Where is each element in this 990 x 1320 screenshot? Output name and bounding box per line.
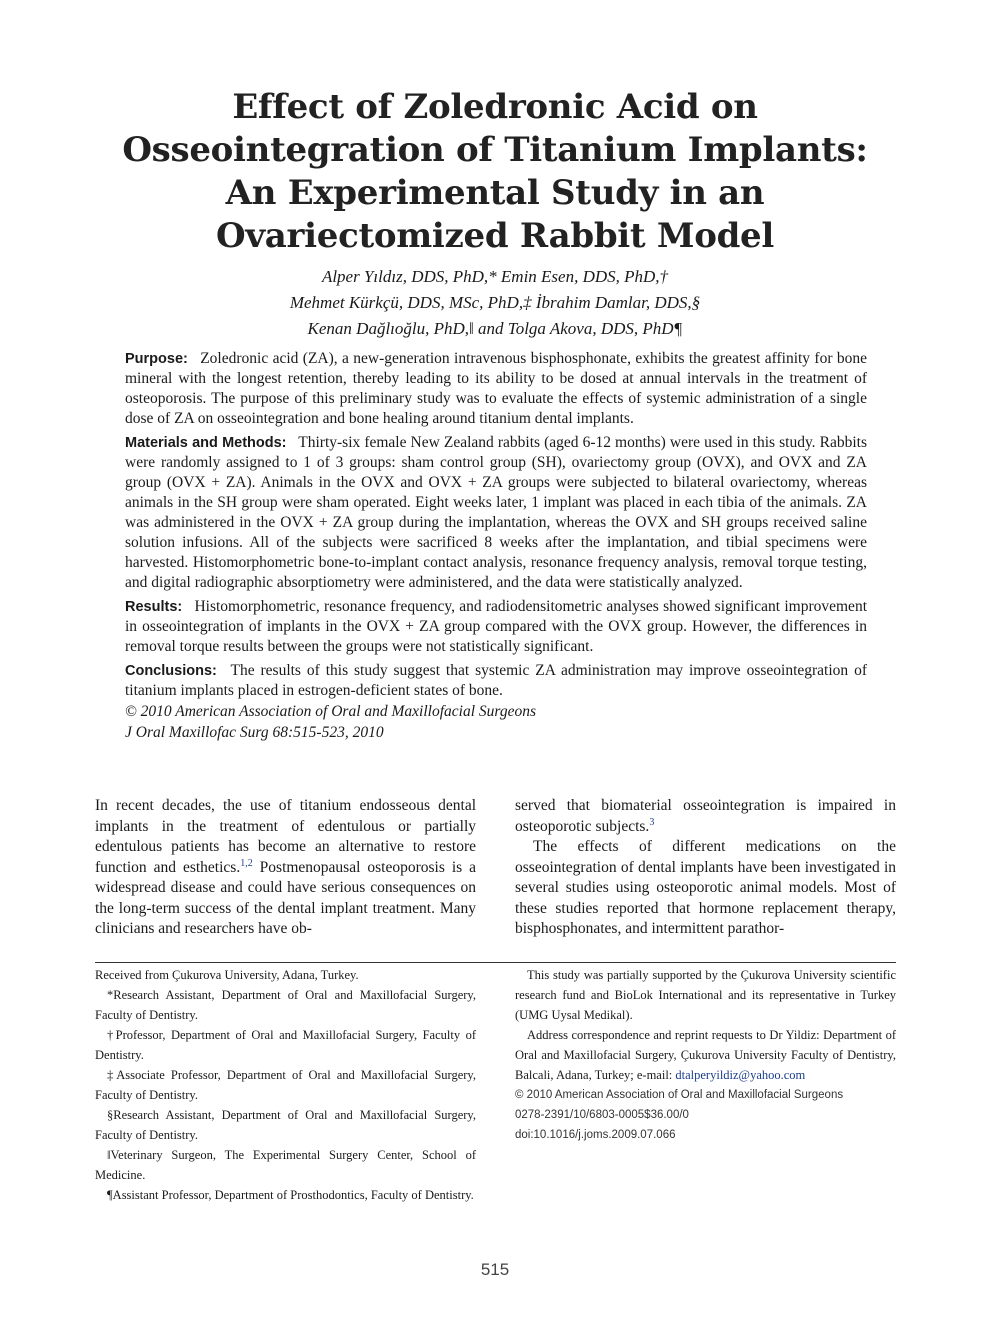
footnote-received: Received from Çukurova University, Adana, Turkey. bbox=[95, 968, 359, 982]
body-paragraph bbox=[515, 796, 896, 837]
footnote-affiliation: ‖Veterinary Surgeon, The Experimental Surgery Center, School of Medicine. bbox=[95, 1148, 476, 1182]
conclusions-text: The results of this study suggest that systemic ZA administration may improve osseointegration of titanium implants placed in estrogen-deficient states of bone. bbox=[125, 662, 867, 699]
author-line: Mehmet Kürkçü, DDS, MSc, PhD,‡ İbrahim Damlar, DDS,§ bbox=[289, 293, 701, 312]
email-link[interactable]: dtalperyildiz@yahoo.com bbox=[675, 1068, 806, 1082]
abstract-conclusions bbox=[125, 661, 867, 701]
article-title bbox=[95, 86, 895, 258]
abstract-citation: J Oral Maxillofac Surg 68:515-523, 2010 bbox=[125, 724, 384, 741]
purpose-text: Zoledronic acid (ZA), a new-generation intravenous bisphosphonate, exhibits the greatest affinity for bone mineral with the longest retention, thereby leading to its ability to be dosed at annual intervals in the treatment of osteoporosis. The purpose of this preliminary study was to evaluate the effects of systemic administration of a single dose of ZA on osseointegration and bone healing around titanium dental implants. bbox=[125, 350, 867, 427]
author-line: Kenan Dağlıoğlu, PhD,‖ and Tolga Akova, DDS, PhD¶ bbox=[307, 319, 683, 338]
footnote-support: This study was partially supported by the Çukurova University scientific research fund and BioLok International and its representative in Turkey (UMG Uysal Medikal). bbox=[515, 968, 896, 1022]
footnotes-right bbox=[515, 965, 896, 1145]
abstract-copyright: © 2010 American Association of Oral and Maxillofacial Surgeons bbox=[125, 703, 537, 720]
footnote-copyright: © 2010 American Association of Oral and Maxillofacial Surgeons bbox=[515, 1089, 844, 1101]
abstract-results bbox=[125, 597, 867, 657]
title-line: Effect of Zoledronic Acid on bbox=[232, 87, 758, 127]
results-text: Histomorphometric, resonance frequency, and radiodensitometric analyses showed significant improvement in osseointegration of implants in the OVX + ZA group compared with the OVX group. However, the differences in removal torque results between the groups were not statistically significant. bbox=[125, 598, 867, 655]
body-text: In recent decades, the use of titanium endosseous dental implants in the treatment of edentulous or partially edentulous patients has become an alternative to restore function and esthetics. bbox=[95, 797, 476, 876]
author-line: Alper Yıldız, DDS, PhD,* Emin Esen, DDS, PhD,† bbox=[321, 267, 669, 286]
conclusions-label: Conclusions: bbox=[125, 663, 217, 679]
abstract-purpose bbox=[125, 349, 867, 429]
address-text: Address correspondence and reprint requests to Dr Yildiz: Department of Oral and Maxillofacial Surgery, Çukurova University Faculty of Dentistry, Balcali, Adana, Turkey; e-mail: bbox=[515, 1028, 896, 1082]
footnote-divider bbox=[95, 962, 896, 963]
footnote-issn: 0278-2391/10/6803-0005$36.00/0 bbox=[515, 1109, 689, 1121]
body-paragraph: The effects of different medications on the osseointegration of dental implants have been investigated in several studies using osteoporotic animal models. Most of these studies reported that hormone replacement therapy, bisphosphonates, and intermittent parathor- bbox=[515, 838, 896, 937]
body-column-right bbox=[515, 796, 896, 940]
footnote-doi[interactable]: doi:10.1016/j.joms.2009.07.066 bbox=[515, 1129, 676, 1141]
footnote-affiliation: ¶Assistant Professor, Department of Prosthodontics, Faculty of Dentistry. bbox=[107, 1188, 474, 1202]
footnote-address bbox=[515, 1025, 896, 1085]
body-column-left bbox=[95, 796, 476, 940]
results-label: Results: bbox=[125, 599, 183, 615]
title-line: Ovariectomized Rabbit Model bbox=[216, 216, 774, 256]
methods-text: Thirty-six female New Zealand rabbits (aged 6-12 months) were used in this study. Rabbits were randomly assigned to 1 of 3 groups: sham control group (SH), ovariectomy group (OVX), and OVX and ZA group (OVX + ZA). Animals in the OVX and OVX + ZA groups were subjected to bilateral ovariectomy, whereas animals in the SH group were sham operated. Eight weeks later, 1 implant was placed in each tibia of the animals. ZA was administered in the OVX + ZA group during the implantation, whereas the OVX and SH groups received saline solution infusions. All of the subjects were sacrificed 8 weeks after the implantation, and tibial specimens were harvested. Histomorphometric bone-to-implant contact analysis, resonance frequency analysis, removal torque testing, and digital radiographic absorptiometry were administered, and the data were statistically analyzed. bbox=[125, 434, 867, 591]
author-list bbox=[95, 264, 895, 342]
body-text: Postmenopausal osteoporosis is a widespread disease and could have serious consequences on the long-term success of the dental implant treatment. Many clinicians and researchers have ob- bbox=[95, 858, 476, 937]
abstract bbox=[125, 349, 867, 743]
title-line: Osseointegration of Titanium Implants: bbox=[122, 130, 868, 170]
footnote-affiliation: *Research Assistant, Department of Oral and Maxillofacial Surgery, Faculty of Dentistry. bbox=[95, 988, 476, 1022]
footnote-affiliation: §Research Assistant, Department of Oral and Maxillofacial Surgery, Faculty of Dentistry. bbox=[95, 1108, 476, 1142]
body-paragraph bbox=[95, 796, 476, 940]
reference-link[interactable]: 1,2 bbox=[240, 857, 253, 869]
abstract-methods bbox=[125, 433, 867, 593]
title-line: An Experimental Study in an bbox=[225, 173, 765, 213]
reference-link[interactable]: 3 bbox=[649, 816, 655, 828]
methods-label: Materials and Methods: bbox=[125, 435, 287, 451]
footnote-affiliation: †Professor, Department of Oral and Maxillofacial Surgery, Faculty of Dentistry. bbox=[95, 1028, 476, 1062]
footnote-affiliation: ‡Associate Professor, Department of Oral and Maxillofacial Surgery, Faculty of Dentistry. bbox=[95, 1068, 476, 1102]
purpose-label: Purpose: bbox=[125, 351, 188, 367]
page-number: 515 bbox=[480, 1260, 510, 1279]
body-text: served that biomaterial osseointegration is impaired in osteoporotic subjects. bbox=[515, 797, 896, 835]
footnotes-left bbox=[95, 965, 476, 1205]
